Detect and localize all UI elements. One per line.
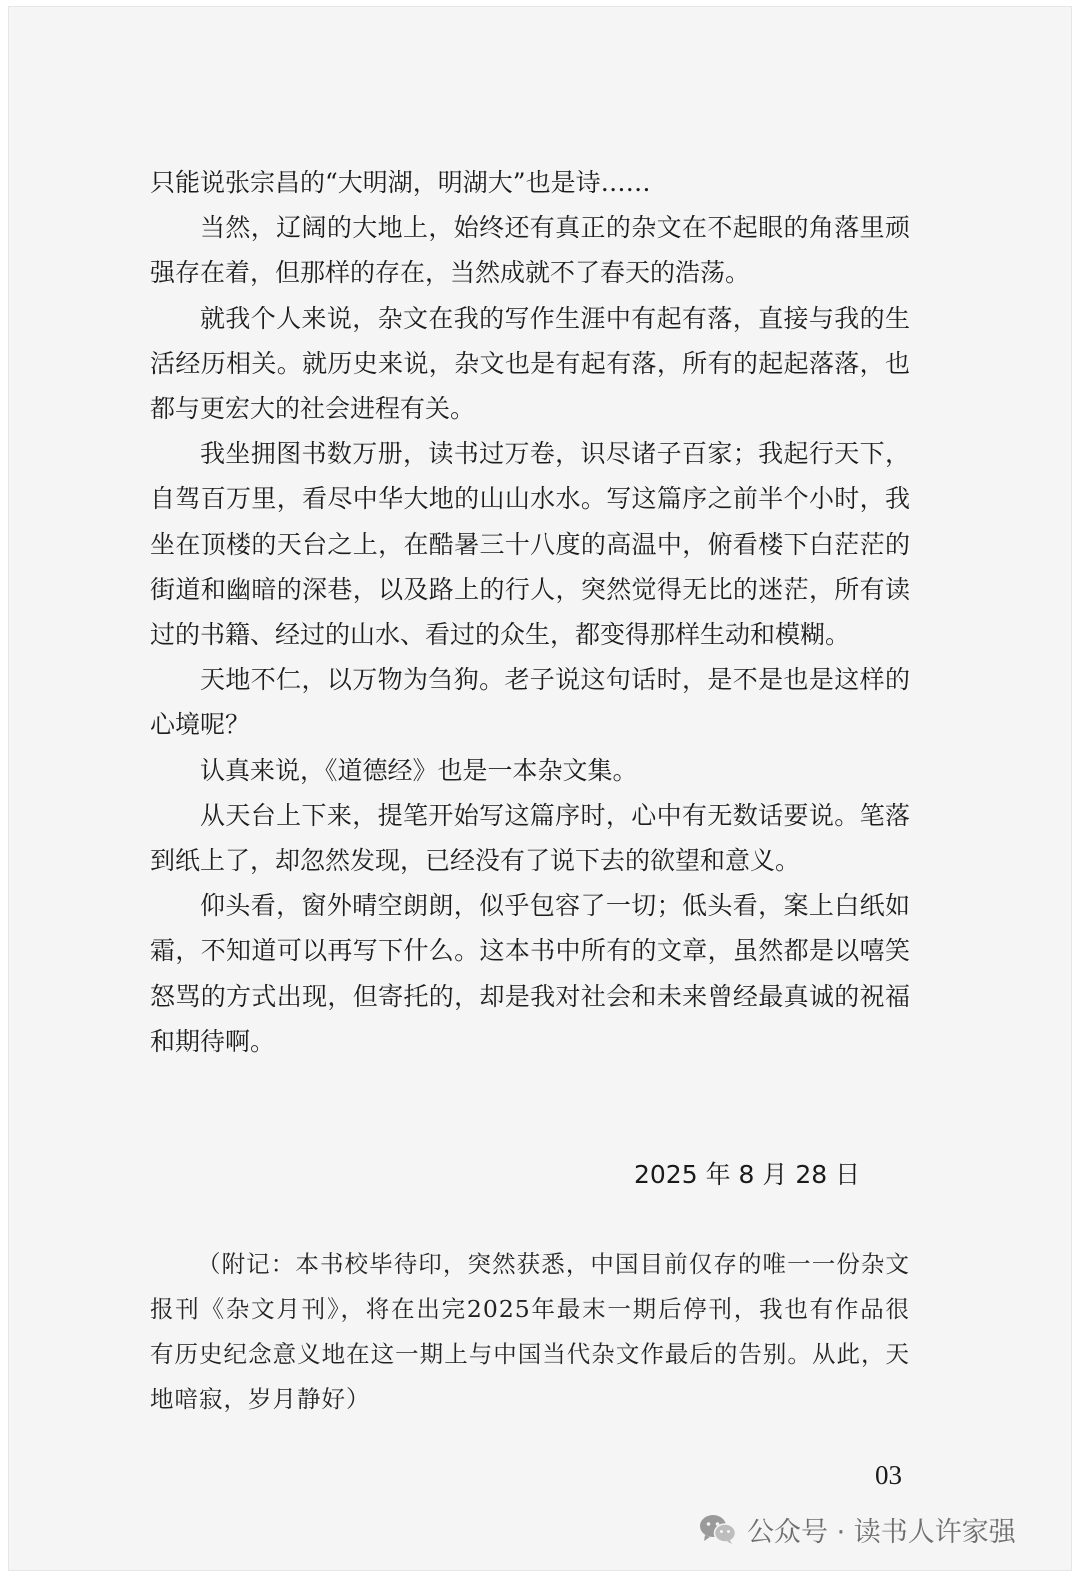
postscript-text: （附记：本书校毕待印，突然获悉，中国目前仅存的唯一一份杂文报刊《杂文月刊》，将在出完2025年最末一期后停刊，我也有作品很有历史纪念意义地在这一期上与中国当代杂文作最后的告别。从此，天地喑寂，岁月静好） — [150, 1250, 910, 1413]
book-page — [8, 6, 1072, 1571]
paragraph-4: 天地不仁，以万物为刍狗。老子说这句话时，是不是也是这样的心境呢？ — [150, 665, 910, 740]
page-number: 03 — [875, 1460, 902, 1490]
paragraph-6: 从天台上下来，提笔开始写这篇序时，心中有无数话要说。笔落到纸上了，却忽然发现，已经没有了说下去的欲望和意义。 — [150, 800, 910, 876]
body-text — [150, 160, 910, 1064]
watermark — [699, 1507, 1016, 1551]
paragraph-0: 只能说张宗昌的“大明湖，明湖大”也是诗…… — [150, 168, 651, 197]
watermark-text: 公众号 · 读书人许家强 — [747, 1516, 1016, 1548]
date-line: 2025 年 8 月 28 日 — [634, 1160, 861, 1189]
wechat-icon — [699, 1513, 737, 1545]
paragraph-1: 当然，辽阔的大地上，始终还有真正的杂文在不起眼的角落里顽强存在着，但那样的存在，当然成就不了春天的浩荡。 — [150, 213, 910, 288]
paragraph-2: 就我个人来说，杂文在我的写作生涯中有起有落，直接与我的生活经历相关。就历史来说，杂文也是有起有落，所有的起起落落，也都与更宏大的社会进程有关。 — [150, 303, 910, 424]
paragraph-7: 仰头看，窗外晴空朗朗，似乎包容了一切；低头看，案上白纸如霜，不知道可以再写下什么。这本书中所有的文章，虽然都是以嘻笑怒骂的方式出现，但寄托的，却是我对社会和未来曾经最真诚的祝福和期待啊。 — [150, 891, 910, 1056]
postscript — [150, 1242, 910, 1422]
paragraph-3: 我坐拥图书数万册，读书过万卷，识尽诸子百家；我起行天下，自驾百万里，看尽中华大地的山山水水。写这篇序之前半个小时，我坐在顶楼的天台之上，在酷暑三十八度的高温中，俯看楼下白茫茫的街道和幽暗的深巷，以及路上的行人，突然觉得无比的迷茫，所有读过的书籍、经过的山水、看过的众生，都变得那样生动和模糊。 — [150, 439, 910, 650]
paragraph-5: 认真来说，《道德经》也是一本杂文集。 — [200, 755, 638, 785]
